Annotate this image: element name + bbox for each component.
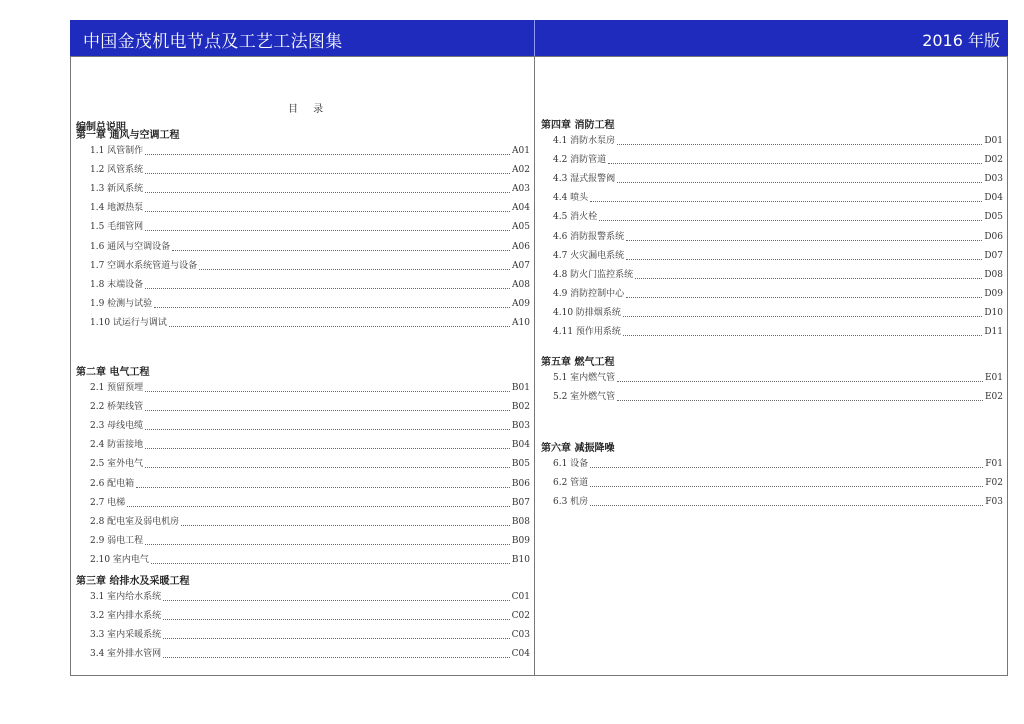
dot-leader [169,326,510,327]
toc-entry[interactable] [90,144,530,158]
dot-leader [145,288,510,289]
dot-leader [151,563,510,564]
toc-entry-label: 1.6 通风与空调设备 [90,241,171,252]
toc-entry-label: 4.2 消防管道 [553,155,607,166]
toc-entry-label: 2.2 桥架线管 [90,402,144,413]
toc-entry-code: F01 [985,459,1003,469]
toc-entry[interactable] [553,390,1003,404]
toc-entry-code: D02 [984,155,1003,166]
toc-entry-code: E02 [984,392,1003,403]
dot-leader [136,487,510,488]
toc-entry-label: 1.1 风管制作 [90,146,144,156]
dot-leader [145,410,510,411]
toc-entry[interactable] [553,210,1003,224]
dot-leader [617,381,983,382]
toc-entry-label: 2.3 母线电缆 [90,421,144,432]
toc-entry-code: B07 [511,497,530,508]
toc-entry[interactable] [90,553,530,567]
toc-entry[interactable] [553,371,1003,385]
dot-leader [617,400,983,401]
toc-entry[interactable] [90,590,530,604]
toc-entry[interactable] [90,438,530,452]
edition-label: 2016 年版 [922,31,1000,50]
dot-leader [590,505,983,506]
toc-entry-code: A02 [512,165,530,176]
toc-entry[interactable] [90,477,530,491]
toc-entry[interactable] [90,201,530,215]
toc-entry[interactable] [553,268,1003,282]
toc-entry-label: 4.10 防排烟系统 [553,307,621,318]
dot-leader [145,429,510,430]
toc-entry-code: D10 [984,307,1003,318]
dot-leader [163,619,509,620]
toc-entry-code: A10 [512,317,530,328]
dot-leader [635,278,982,279]
toc-entry-label: 4.8 防火门监控系统 [553,269,634,280]
toc-entry-code: F02 [985,478,1003,489]
toc-entry-label: 3.1 室内给水系统 [90,592,162,602]
toc-entry-label: 4.1 消防水泵房 [553,136,616,146]
toc-entry-label: 1.2 风管系统 [90,165,144,176]
dot-leader [145,154,510,155]
toc-entry-code: A01 [512,146,530,156]
toc-entry-label: 1.8 末端设备 [90,279,144,290]
toc-entry-label: 1.10 试运行与调试 [90,317,167,328]
document-title: 中国金茂机电节点及工艺工法图集 [83,32,343,52]
toc-entry[interactable] [90,628,530,642]
toc-entry[interactable] [90,496,530,510]
dot-leader [163,638,509,639]
dot-leader [172,250,510,251]
toc-entry-code: A04 [512,203,530,214]
toc-entry-label: 4.9 消防控制中心 [553,288,625,299]
toc-entry-label: 4.6 消防报警系统 [553,231,625,242]
toc-entry[interactable] [553,249,1003,263]
dot-leader [145,230,510,231]
toc-entry[interactable] [553,495,1003,509]
dot-leader [181,525,510,526]
toc-entry-code: B06 [511,478,530,489]
toc-entry[interactable] [90,381,530,395]
chapter-title: 第二章 电气工程 [76,367,150,378]
toc-entry-label: 2.6 配电箱 [90,478,135,489]
dot-leader [145,544,510,545]
header-bar [70,20,1008,56]
dot-leader [623,316,982,317]
toc-entry-code: D11 [984,327,1003,337]
dot-leader [599,220,982,221]
dot-leader [145,192,510,193]
toc-heading: 目 录 [288,104,330,115]
toc-entry-label: 1.9 检测与试验 [90,298,153,309]
toc-entry-code: A06 [512,241,530,252]
toc-entry-code: A03 [512,184,530,195]
toc-entry-code: C03 [511,630,530,641]
dot-leader [590,467,983,468]
toc-entry[interactable] [553,325,1003,339]
dot-leader [617,144,982,145]
toc-entry-code: B08 [511,516,530,527]
dot-leader [154,307,510,308]
toc-entry[interactable] [90,220,530,234]
toc-entry[interactable] [90,534,530,548]
toc-entry[interactable] [90,182,530,196]
chapter-title: 第五章 燃气工程 [541,357,615,368]
dot-leader [617,182,982,183]
chapter-title: 第三章 给排水及采暖工程 [76,576,190,587]
toc-entry-code: D03 [984,174,1003,185]
toc-entry-label: 2.5 室外电气 [90,459,144,470]
chapter-title: 第一章 通风与空调工程 [76,130,180,141]
toc-entry-label: 6.1 设备 [553,459,589,469]
toc-entry-code: B05 [511,459,530,470]
toc-entry-label: 2.9 弱电工程 [90,535,144,546]
toc-entry[interactable] [553,172,1003,186]
dot-leader [127,506,510,507]
toc-entry[interactable] [553,287,1003,301]
toc-entry-code: D07 [984,250,1003,261]
dot-leader [163,657,509,658]
toc-entry-label: 6.3 机房 [553,497,589,508]
dot-leader [626,240,982,241]
toc-entry[interactable] [553,476,1003,490]
toc-entry-code: D01 [984,136,1003,146]
toc-entry-code: D08 [984,269,1003,280]
toc-entry[interactable] [553,306,1003,320]
toc-entry-label: 3.3 室内采暖系统 [90,630,162,641]
toc-entry[interactable] [90,278,530,292]
toc-entry[interactable] [90,259,530,273]
dot-leader [145,391,510,392]
toc-entry-label: 4.7 火灾漏电系统 [553,250,625,261]
toc-entry-code: A07 [512,260,530,271]
toc-entry-label: 1.5 毛细管网 [90,222,144,233]
toc-entry[interactable] [90,515,530,529]
toc-entry-code: A09 [512,298,530,309]
toc-entry-code: E01 [984,373,1003,383]
toc-entry[interactable] [553,191,1003,205]
toc-entry-label: 1.4 地源热泵 [90,203,144,214]
toc-entry-code: C04 [511,649,530,660]
toc-entry-code: B04 [511,440,530,451]
header-divider [534,20,535,56]
toc-entry-label: 3.4 室外排水管网 [90,649,162,660]
toc-entry-label: 5.2 室外燃气管 [553,392,616,403]
toc-entry[interactable] [90,609,530,623]
toc-entry[interactable] [553,457,1003,471]
toc-entry-label: 4.3 湿式报警阀 [553,174,616,185]
toc-entry[interactable] [90,240,530,254]
toc-entry-code: F03 [985,497,1003,508]
toc-entry-label: 1.7 空调水系统管道与设备 [90,260,198,271]
toc-entry[interactable] [90,400,530,414]
toc-entry-code: D05 [984,212,1003,223]
toc-entry[interactable] [90,457,530,471]
dot-leader [199,269,510,270]
toc-entry-code: B02 [511,402,530,413]
dot-leader [626,297,982,298]
toc-entry-code: B01 [511,383,530,393]
toc-entry[interactable] [90,163,530,177]
toc-entry-code: B03 [511,421,530,432]
dot-leader [623,335,982,336]
column-divider [534,56,535,676]
document-sheet [70,20,1008,676]
toc-entry[interactable] [90,297,530,311]
toc-entry-label: 6.2 管道 [553,478,589,489]
toc-entry-code: B10 [511,554,530,565]
toc-entry-label: 2.8 配电室及弱电机房 [90,516,180,527]
toc-entry[interactable] [553,134,1003,148]
toc-entry[interactable] [553,153,1003,167]
toc-entry-code: D06 [984,231,1003,242]
toc-entry-label: 4.11 预作用系统 [553,327,621,337]
chapter-title: 第四章 消防工程 [541,120,615,131]
toc-entry[interactable] [90,316,530,330]
toc-entry-code: C02 [511,611,530,622]
toc-entry-code: B09 [511,535,530,546]
toc-entry-code: D09 [984,288,1003,299]
dot-leader [145,448,510,449]
dot-leader [590,201,982,202]
toc-entry-label: 3.2 室内排水系统 [90,611,162,622]
dot-leader [590,486,983,487]
toc-entry-code: D04 [984,193,1003,204]
chapter-title: 第六章 减振降噪 [541,443,615,454]
toc-entry-label: 1.3 新风系统 [90,184,144,195]
toc-entry-label: 4.4 喷头 [553,193,589,204]
toc-entry-label: 2.1 预留预埋 [90,383,144,393]
toc-entry-label: 2.10 室内电气 [90,554,149,565]
toc-entry[interactable] [90,419,530,433]
toc-entry-label: 5.1 室内燃气管 [553,373,616,383]
toc-entry[interactable] [553,230,1003,244]
toc-entry-code: A08 [512,279,530,290]
toc-entry-label: 2.4 防雷接地 [90,440,144,451]
dot-leader [145,467,510,468]
toc-entry-code: C01 [511,592,530,602]
dot-leader [145,173,510,174]
toc-entry-code: A05 [512,222,530,233]
toc-entry[interactable] [90,647,530,661]
dot-leader [608,163,982,164]
intro-heading: 编制总说明 [76,122,126,133]
dot-leader [145,211,510,212]
toc-entry-label: 4.5 消火栓 [553,212,598,223]
dot-leader [163,600,509,601]
toc-entry-label: 2.7 电梯 [90,497,126,508]
dot-leader [626,259,982,260]
